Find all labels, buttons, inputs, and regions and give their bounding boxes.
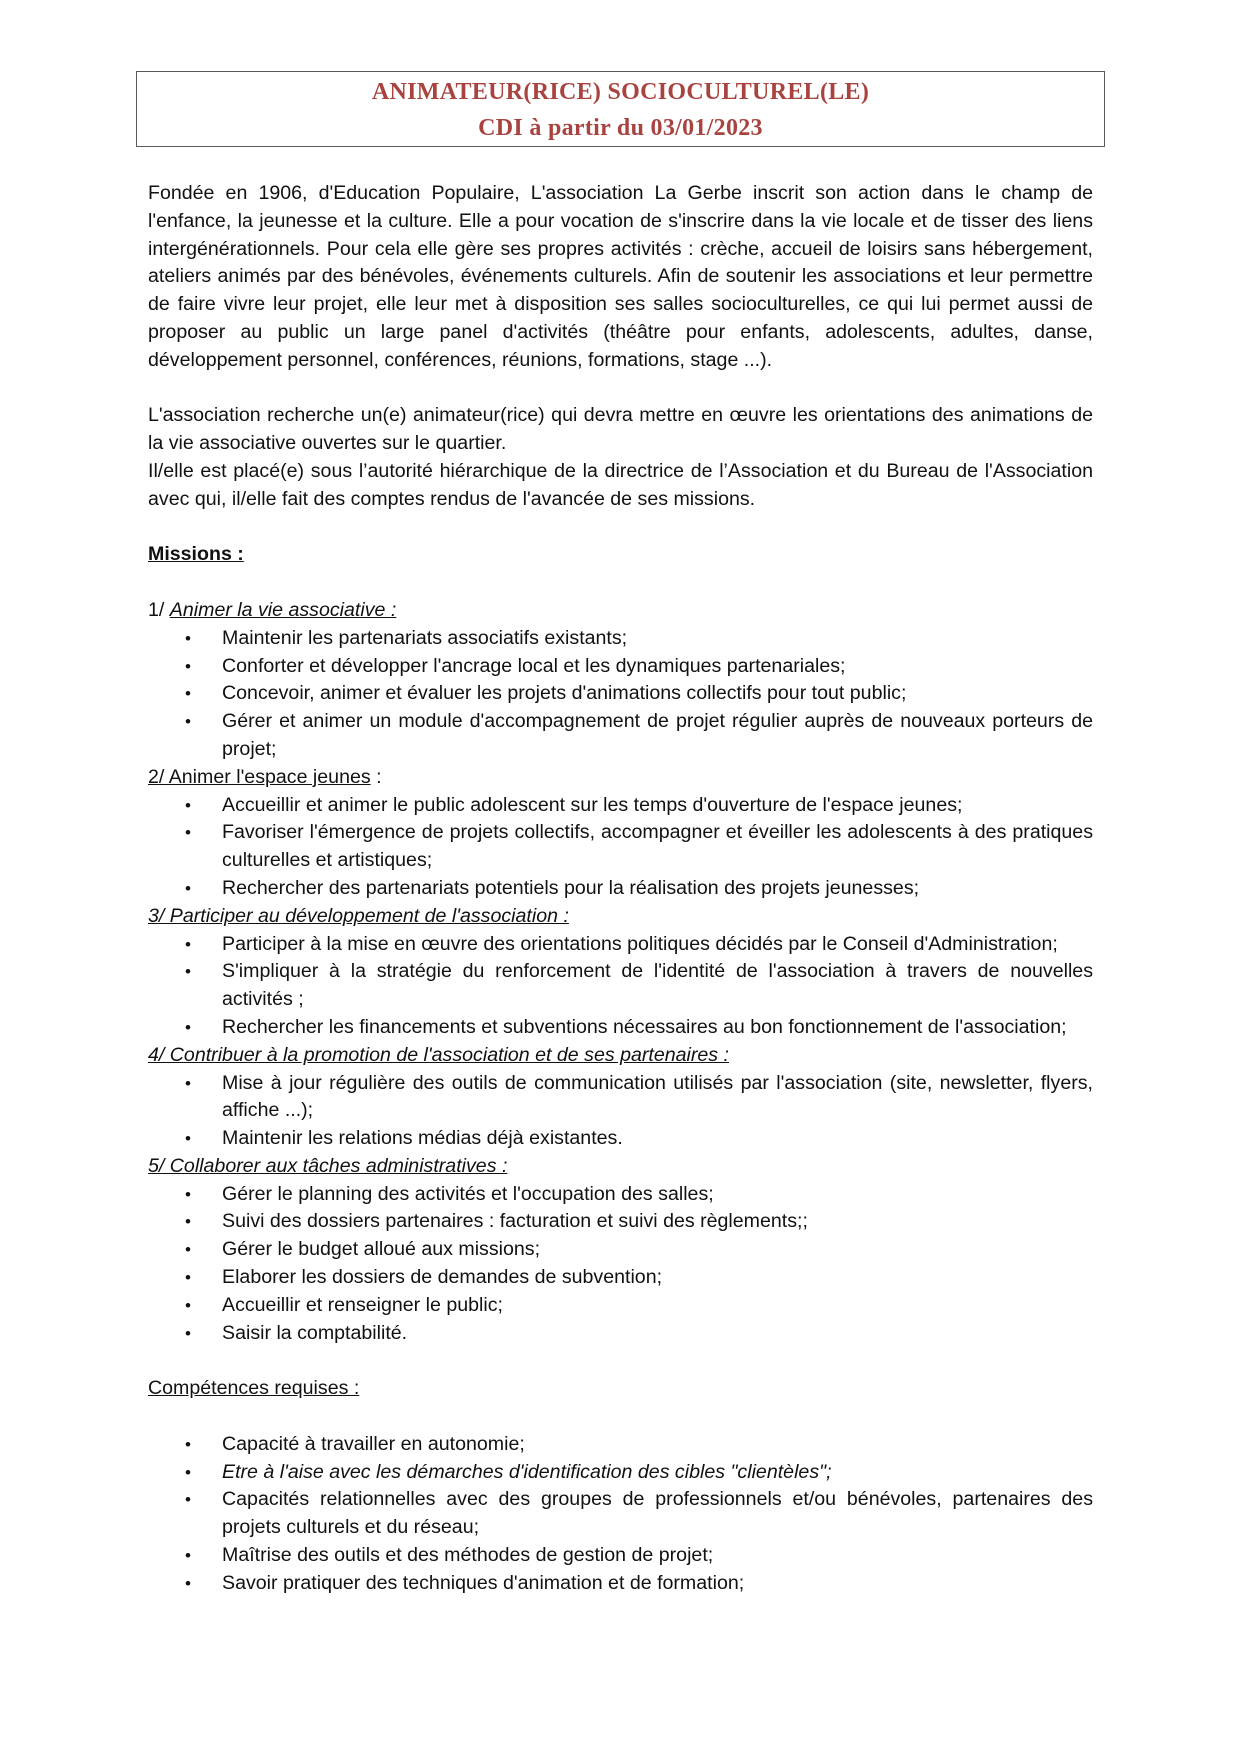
mission-section-2-list <box>148 792 1093 903</box>
list-item: • Etre à l'aise avec les démarches d'identification des cibles "clientèles"; <box>185 1460 832 1483</box>
list-item: • Savoir pratiquer des techniques d'animation et de formation; <box>185 1571 745 1594</box>
list-item: • Capacités relationnelles avec des groupes de professionnels et/ou bénévoles, partenaires des projets culturels et du réseau; <box>185 1488 1093 1539</box>
mission-section-5-title: 5/ Collaborer aux tâches administratives : <box>148 1154 508 1177</box>
mission-section-4-list <box>148 1070 1093 1153</box>
list-item: • Favoriser l'émergence de projets collectifs, accompagner et éveiller les adolescents à des pratiques culturelles et artistiques; <box>185 821 1093 872</box>
list-item: • Participer à la mise en œuvre des orientations politiques décidés par le Conseil d'Administration; <box>185 932 1058 955</box>
intro-paragraph: Fondée en 1906, d'Education Populaire, L'association La Gerbe inscrit son action dans le champ de l'enfance, la jeunesse et la culture. Elle a pour vocation de s'inscrire dans la vie locale et de tisser des liens intergénérationnels. Pour cela elle gère ses propres activités : crèche, accueil de loisirs sans hébergement, ateliers animés par des bénévoles, événements culturels. Afin de soutenir les associations et leur permettre de faire vivre leur projet, elle leur met à disposition ses salles socioculturelles, ce qui lui permet aussi de proposer au public un large panel d'activités (théâtre pour enfants, adolescents, adultes, danse, développement personnel, conférences, réunions, formations, stage ...). <box>148 182 1093 371</box>
mission-section-5-list <box>148 1181 1093 1348</box>
mission-section-1-title: 1/ Animer la vie associative : <box>148 598 397 621</box>
list-item: • Rechercher les financements et subventions nécessaires au bon fonctionnement de l'association; <box>185 1015 1067 1038</box>
list-item: • Accueillir et animer le public adolescent sur les temps d'ouverture de l'espace jeunes; <box>185 793 963 816</box>
mission-section-3-list <box>148 931 1093 1042</box>
list-item: • Saisir la comptabilité. <box>185 1321 408 1344</box>
competences-heading: Compétences requises : <box>148 1377 360 1400</box>
list-item: • Gérer le budget alloué aux missions; <box>185 1238 541 1261</box>
list-item: • Accueillir et renseigner le public; <box>185 1293 503 1316</box>
missions-heading: Missions : <box>148 543 244 566</box>
mission-section-1-list <box>148 625 1093 764</box>
list-item: • Elaborer les dossiers de demandes de subvention; <box>185 1266 663 1289</box>
mission-section-3-title: 3/ Participer au développement de l'association : <box>148 904 569 927</box>
mission-section-4-title: 4/ Contribuer à la promotion de l'association et de ses partenaires : <box>148 1043 729 1066</box>
list-item: • Maintenir les partenariats associatifs existants; <box>185 626 628 649</box>
list-item: • Suivi des dossiers partenaires : facturation et suivi des règlements;; <box>185 1210 808 1233</box>
list-item: • Maintenir les relations médias déjà existantes. <box>185 1127 623 1150</box>
list-item: • Capacité à travailler en autonomie; <box>185 1432 525 1455</box>
list-item: • Gérer le planning des activités et l'occupation des salles; <box>185 1182 714 1205</box>
hierarchy-paragraph: Il/elle est placé(e) sous l’autorité hiérarchique de la directrice de l’Association et du Bureau de l'Association avec qui, il/elle fait des comptes rendus de l'avancée de ses missions. <box>148 459 1093 510</box>
competences-list <box>148 1431 1093 1598</box>
job-title: ANIMATEUR(RICE) SOCIOCULTUREL(LE) <box>371 79 870 105</box>
list-item: • Concevoir, animer et évaluer les projets d'animations collectifs pour tout public; <box>185 682 907 705</box>
contract-type: CDI à partir du 03/01/2023 <box>478 115 763 141</box>
recruitment-paragraph: L'association recherche un(e) animateur(rice) qui devra mettre en œuvre les orientations des animations de la vie associative ouvertes sur le quartier. <box>148 404 1093 455</box>
list-item: • S'impliquer à la stratégie du renforcement de l'identité de l'association à travers de nouvelles activités ; <box>185 960 1093 1011</box>
list-item: • Rechercher des partenariats potentiels pour la réalisation des projets jeunesses; <box>185 876 920 899</box>
list-item: • Conforter et développer l'ancrage local et les dynamiques partenariales; <box>185 654 846 677</box>
list-item: • Gérer et animer un module d'accompagnement de projet régulier auprès de nouveaux porteurs de projet; <box>185 710 1093 760</box>
title-box <box>136 71 1105 147</box>
list-item: • Mise à jour régulière des outils de communication utilisés par l'association (site, newsletter, flyers, affiche ...); <box>185 1071 1093 1122</box>
mission-section-2-title: 2/ Animer l'espace jeunes : <box>148 765 382 788</box>
document-body <box>148 180 1093 1598</box>
list-item: • Maîtrise des outils et des méthodes de gestion de projet; <box>185 1544 714 1567</box>
